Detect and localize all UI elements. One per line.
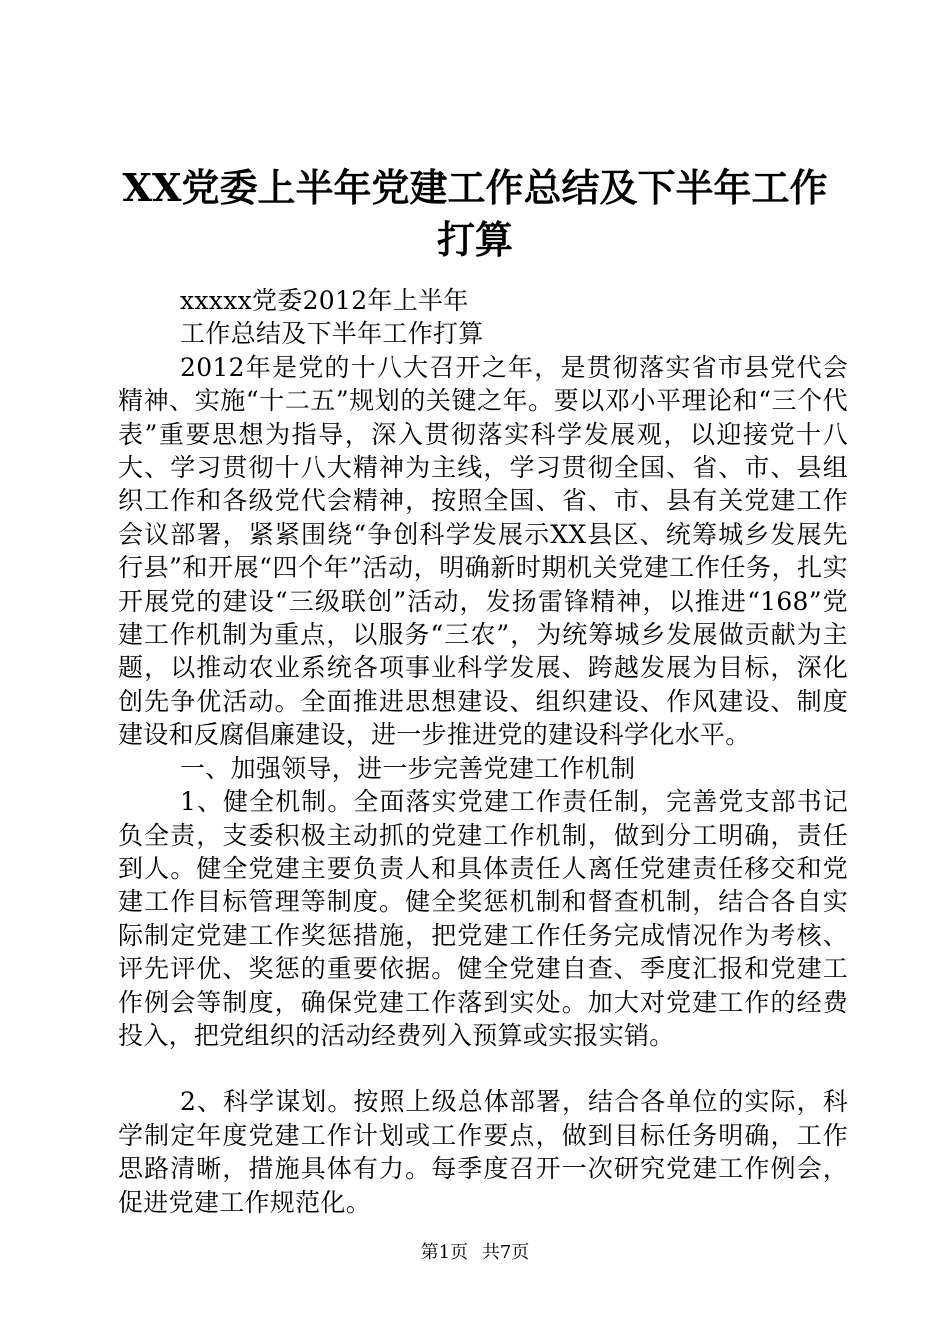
paragraph-item-2: 2、科学谋划。按照上级总体部署，结合各单位的实际，科学制定年度党建工作计划或工作要点，做到目标任务明确，工作思路清晰，措施具体有力。每季度召开一次研究党建工作例会，促进党建工作规范化。 bbox=[118, 1087, 848, 1217]
page-total: 共7页 bbox=[481, 1242, 530, 1263]
intro-paragraph: 2012年是党的十八大召开之年，是贯彻落实省市县党代会精神、实施“十二五”规划的关键之年。要以邓小平理论和“三个代表”重要思想为指导，深入贯彻落实科学发展观，以迎接党十八大、学习贯彻十八大精神为主线，学习贯彻全国、省、市、县组织工作和各级党代会精神，按照全国、省、市、县有关党建工作会议部署，紧紧围绕“争创科学发展示XX县区、统筹城乡发展先行县”和开展“四个年”活动，明确新时期机关党建工作任务，扎实开展党的建设“三级联创”活动，发扬雷锋精神，以推进“168”党建工作机制为重点，以服务“三农”，为统筹城乡发展做贡献为主题，以推动农业系统各项事业科学发展、跨越发展为目标，深化创先争优活动。全面推进思想建设、组织建设、作风建设、制度建设和反腐倡廉建设，进一步推进党的建设科学化水平。 bbox=[118, 352, 848, 750]
section-heading-1: 一、加强领导，进一步完善党建工作机制 bbox=[180, 753, 636, 783]
document-title: XX党委上半年党建工作总结及下半年工作打算 bbox=[122, 165, 828, 262]
subtitle-line-1: xxxxx党委2012年上半年 bbox=[180, 286, 469, 315]
subtitle-line-2: 工作总结及下半年工作打算 bbox=[180, 319, 484, 349]
paragraph-item-1: 1、健全机制。全面落实党建工作责任制，完善党支部书记负全责，支委积极主动抓的党建工作机制，做到分工明确，责任到人。健全党建主要负责人和具体责任人离任党建责任移交和党建工作目标管理等制度。健全奖惩机制和督查机制，结合各自实际制定党建工作奖惩措施，把党建工作任务完成情况作为考核、评先评优、奖惩的重要依据。健全党建自查、季度汇报和党建工作例会等制度，确保党建工作落到实处。加大对党建工作的经费投入，把党组织的活动经费列入预算或实报实销。 bbox=[118, 787, 848, 1050]
page-number: 第1页 bbox=[420, 1242, 469, 1263]
page-footer bbox=[0, 1238, 950, 1264]
document-body bbox=[118, 284, 848, 1219]
